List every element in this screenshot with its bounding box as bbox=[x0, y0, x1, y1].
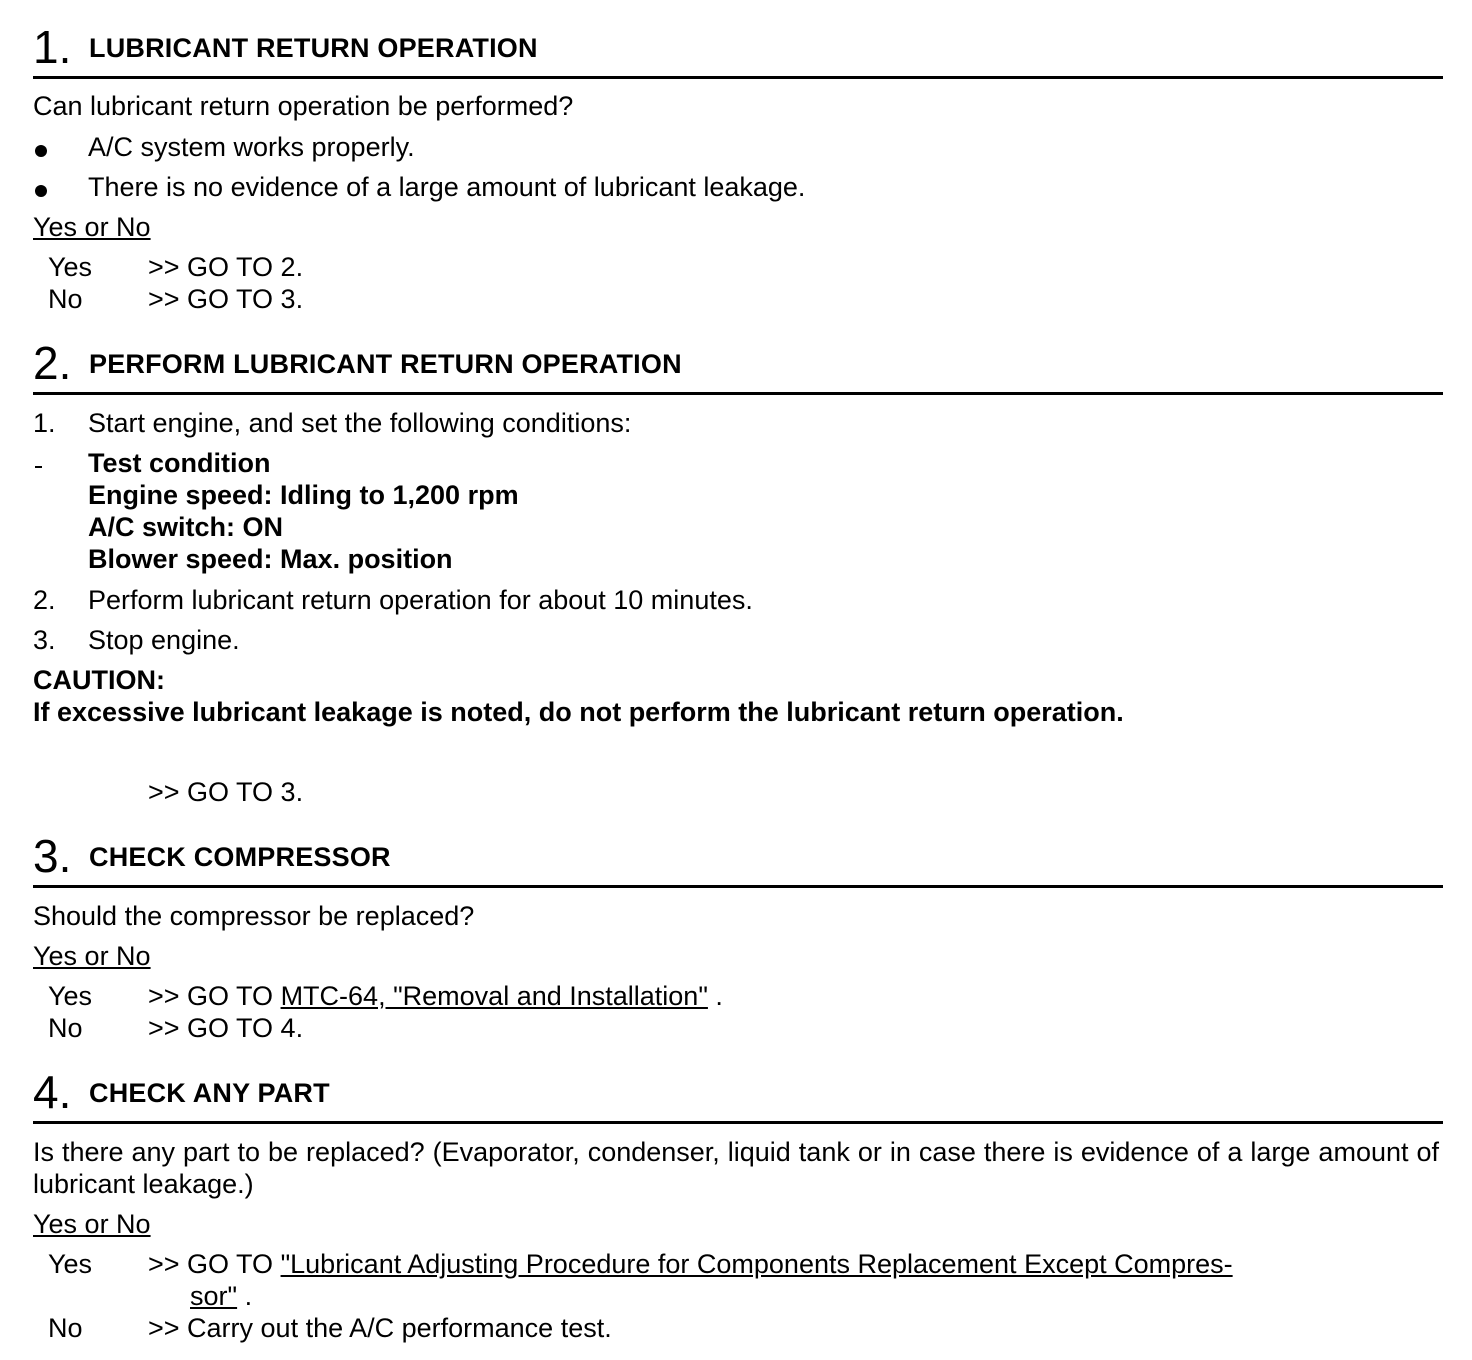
substep-text: Perform lubricant return operation for about 10 minutes. bbox=[88, 585, 753, 615]
link-lubricant-adjusting-procedure-cont[interactable]: sor" bbox=[190, 1281, 238, 1311]
answer-yes-label: Yes bbox=[48, 252, 93, 282]
goto-suffix: . bbox=[237, 1281, 253, 1311]
answer-no-label: No bbox=[48, 1013, 83, 1043]
yes-or-no-label: Yes or No bbox=[33, 1209, 151, 1239]
step-title: CHECK COMPRESSOR bbox=[89, 842, 391, 872]
condition-line: Engine speed: Idling to 1,200 rpm bbox=[88, 480, 519, 510]
condition-line: Blower speed: Max. position bbox=[88, 544, 453, 574]
step-1-question: Can lubricant return operation be performed? bbox=[33, 91, 574, 121]
bullet-dot bbox=[35, 185, 47, 197]
substep-number: 1. bbox=[33, 408, 56, 438]
goto-prefix: >> GO TO bbox=[148, 981, 281, 1011]
step-2-header bbox=[33, 332, 1443, 395]
answer-yes-label: Yes bbox=[48, 1249, 93, 1279]
link-lubricant-adjusting-procedure[interactable]: "Lubricant Adjusting Procedure for Components Replacement Except Compres- bbox=[280, 1249, 1233, 1279]
yes-or-no-label: Yes or No bbox=[33, 212, 151, 242]
goto-prefix: >> GO TO bbox=[148, 1249, 281, 1279]
caution-label: CAUTION: bbox=[33, 665, 165, 695]
bullet-item: A/C system works properly. bbox=[88, 132, 415, 162]
step-number: 1. bbox=[33, 21, 72, 73]
substep-text: Start engine, and set the following conditions: bbox=[88, 408, 632, 438]
step-number: 2. bbox=[33, 337, 72, 389]
step-title: PERFORM LUBRICANT RETURN OPERATION bbox=[89, 349, 682, 379]
answer-yes-label: Yes bbox=[48, 981, 93, 1011]
substep-number: 2. bbox=[33, 585, 56, 615]
step-4-header bbox=[33, 1061, 1443, 1124]
step-title: LUBRICANT RETURN OPERATION bbox=[89, 33, 538, 63]
step-number: 3. bbox=[33, 830, 72, 882]
substep-number: 3. bbox=[33, 625, 56, 655]
caution-text: If excessive lubricant leakage is noted, do not perform the lubricant return operation. bbox=[33, 697, 1124, 727]
step-3-question: Should the compressor be replaced? bbox=[33, 901, 475, 931]
bullet-dot bbox=[35, 145, 47, 157]
step-number: 4. bbox=[33, 1066, 72, 1118]
answer-yes-text bbox=[148, 980, 723, 1012]
condition-line: Test condition bbox=[88, 448, 271, 478]
step-2-next: >> GO TO 3. bbox=[148, 777, 304, 807]
substep-text: Stop engine. bbox=[88, 625, 240, 655]
condition-line: A/C switch: ON bbox=[88, 512, 284, 542]
answer-yes-text-cont bbox=[190, 1280, 252, 1312]
answer-no-text: >> Carry out the A/C performance test. bbox=[148, 1313, 612, 1343]
answer-yes-text bbox=[148, 1248, 1233, 1280]
goto-suffix: . bbox=[707, 981, 723, 1011]
dash-marker bbox=[35, 466, 42, 468]
step-1-header bbox=[33, 16, 1443, 79]
step-3-header bbox=[33, 825, 1443, 888]
yes-or-no-label: Yes or No bbox=[33, 941, 151, 971]
answer-no-text: >> GO TO 4. bbox=[148, 1013, 304, 1043]
step-4-question: Is there any part to be replaced? (Evaporator, condenser, liquid tank or in case there is evidence of a large amount of lubricant leakage.) bbox=[33, 1137, 1439, 1199]
answer-no-text: >> GO TO 3. bbox=[148, 284, 304, 314]
link-removal-and-installation[interactable]: MTC-64, "Removal and Installation" bbox=[280, 981, 708, 1011]
bullet-item: There is no evidence of a large amount of lubricant leakage. bbox=[88, 172, 806, 202]
answer-yes-text: >> GO TO 2. bbox=[148, 252, 304, 282]
answer-no-label: No bbox=[48, 284, 83, 314]
step-title: CHECK ANY PART bbox=[89, 1078, 330, 1108]
answer-no-label: No bbox=[48, 1313, 83, 1343]
